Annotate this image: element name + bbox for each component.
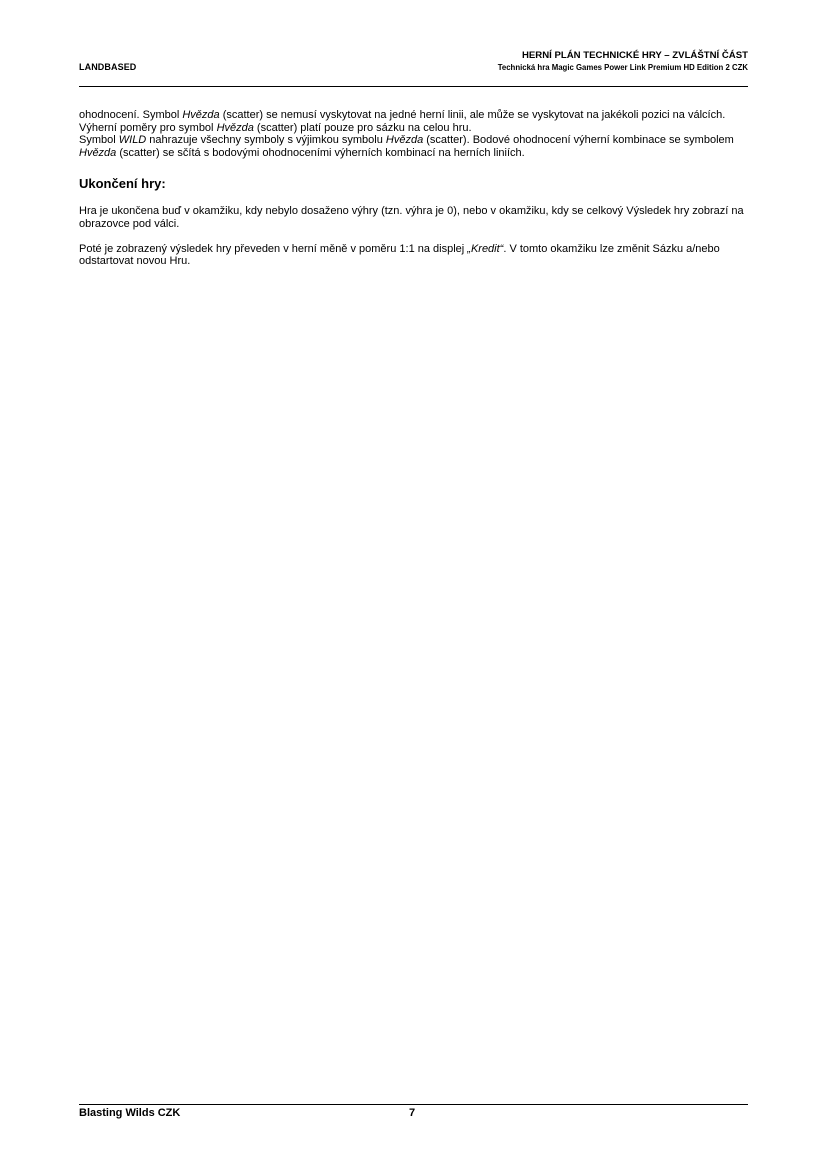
section-heading: Ukončení hry: bbox=[79, 176, 166, 192]
page-number: 7 bbox=[409, 1107, 416, 1119]
text-run: nahrazuje všechny symboly s výjimkou symbolu bbox=[146, 134, 386, 147]
document-header bbox=[498, 50, 748, 73]
header-left-label: LANDBASED bbox=[79, 62, 137, 72]
text-run: (scatter) se nemusí vyskytovat na jedné herní linii, ale může se vyskytovat na jakékoli pozici na válcích. Výherní poměry pro symbol bbox=[79, 109, 726, 134]
paragraph-credit bbox=[79, 243, 751, 268]
document-body bbox=[79, 109, 751, 268]
footer-document-name: Blasting Wilds CZK bbox=[79, 1107, 181, 1119]
paragraph-scatter bbox=[79, 109, 751, 134]
text-run: (scatter) se sčítá s bodovými ohodnoceními výherních kombinací na herních liniích. bbox=[116, 146, 525, 159]
italic-run: Hvězda bbox=[216, 121, 254, 134]
header-title: HERNÍ PLÁN TECHNICKÉ HRY – ZVLÁŠTNÍ ČÁST bbox=[521, 50, 748, 61]
header-subtitle: Technická hra Magic Games Power Link Premium HD Edition 2 CZK bbox=[497, 63, 748, 72]
footer-divider bbox=[79, 1104, 748, 1105]
paragraph-game-end: Hra je ukončena buď v okamžiku, kdy nebylo dosaženo výhry (tzn. výhra je 0), nebo v okamžiku, kdy se celkový Výsledek hry zobrazí na obrazovce pod válci. bbox=[79, 205, 744, 230]
text-run: Poté je zobrazený výsledek hry převeden v herní měně v poměru 1:1 na displej bbox=[79, 242, 468, 255]
paragraph-wild bbox=[79, 134, 751, 159]
text-run: . V tomto okamžiku lze změnit Sázku a/nebo odstartovat novou Hru. bbox=[79, 242, 720, 268]
text-run: (scatter). Bodové ohodnocení výherní kombinace se symbolem bbox=[423, 134, 734, 147]
italic-run: „Kredit“ bbox=[467, 242, 504, 255]
text-run: ohodnocení. Symbol bbox=[79, 109, 183, 121]
italic-run: Hvězda bbox=[79, 146, 117, 159]
italic-run: WILD bbox=[118, 134, 147, 147]
italic-run: Hvězda bbox=[385, 134, 424, 147]
text-run: (scatter) platí pouze pro sázku na celou hru. bbox=[253, 121, 472, 134]
text-run: Symbol bbox=[79, 134, 119, 147]
header-divider bbox=[79, 86, 748, 87]
italic-run: Hvězda bbox=[182, 109, 220, 121]
